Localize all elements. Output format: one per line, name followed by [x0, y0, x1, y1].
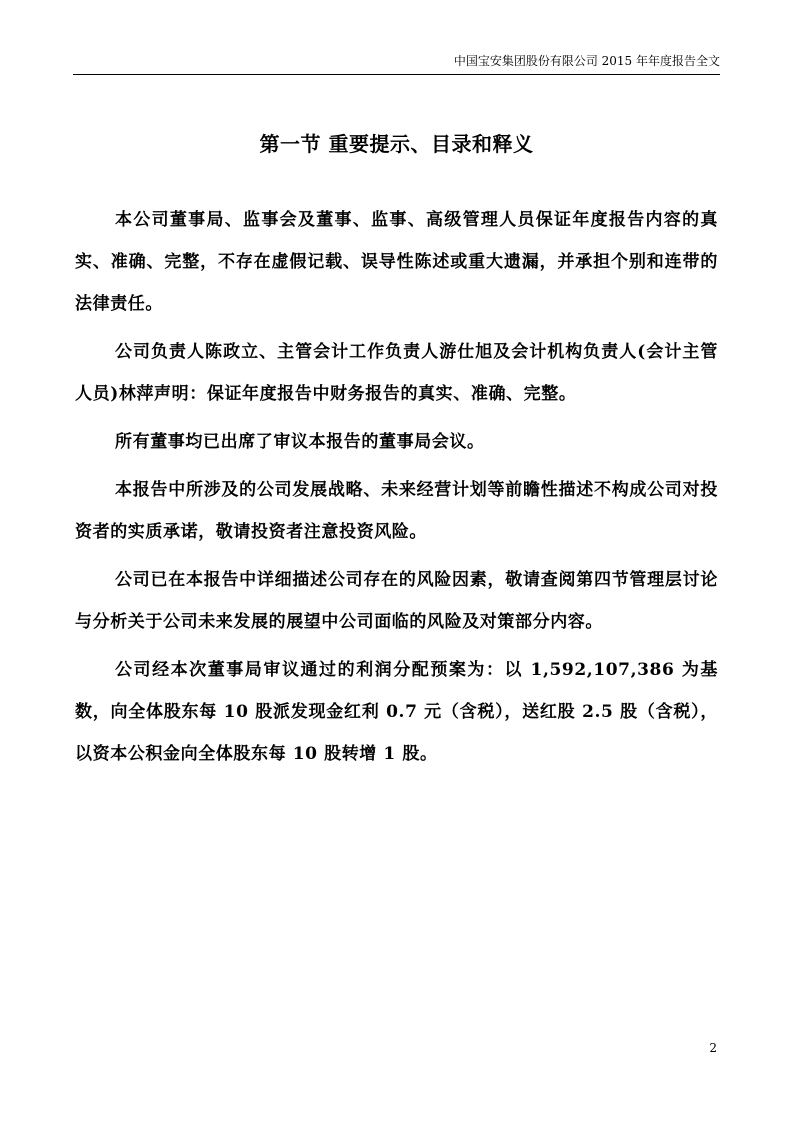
page-number: 2	[709, 1041, 717, 1055]
paragraph-risk-factors: 公司已在本报告中详细描述公司存在的风险因素，敬请查阅第四节管理层讨论与分析关于公司未来发展的展望中公司面临的风险及对策部分内容。	[75, 570, 718, 632]
paragraph-responsibility-statement: 本公司董事局、监事会及董事、监事、高级管理人员保证年度报告内容的真实、准确、完整，不存在虚假记载、误导性陈述或重大遗漏，并承担个别和连带的法律责任。	[75, 210, 718, 314]
section-title: 第一节 重要提示、目录和释义	[259, 132, 534, 156]
header-text: 中国宝安集团股份有限公司 2015 年年度报告全文	[453, 54, 720, 68]
paragraph-profit-distribution: 公司经本次董事局审议通过的利润分配预案为：以 1,592,107,386 为基数，向全体股东每 10 股派发现金红利 0.7 元（含税），送红股 2.5 股（含税），以资本公积金向全体股东每 10 股转增 1 股。	[75, 660, 718, 764]
paragraph-financial-report-declaration: 公司负责人陈政立、主管会计工作负责人游仕旭及会计机构负责人(会计主管人员)林萍声明：保证年度报告中财务报告的真实、准确、完整。	[75, 342, 718, 404]
paragraph-forward-looking-disclaimer: 本报告中所涉及的公司发展战略、未来经营计划等前瞻性描述不构成公司对投资者的实质承诺，敬请投资者注意投资风险。	[75, 480, 718, 542]
page-header	[73, 52, 720, 75]
body-text	[75, 199, 718, 781]
paragraph-director-attendance: 所有董事均已出席了审议本报告的董事局会议。	[115, 432, 485, 452]
